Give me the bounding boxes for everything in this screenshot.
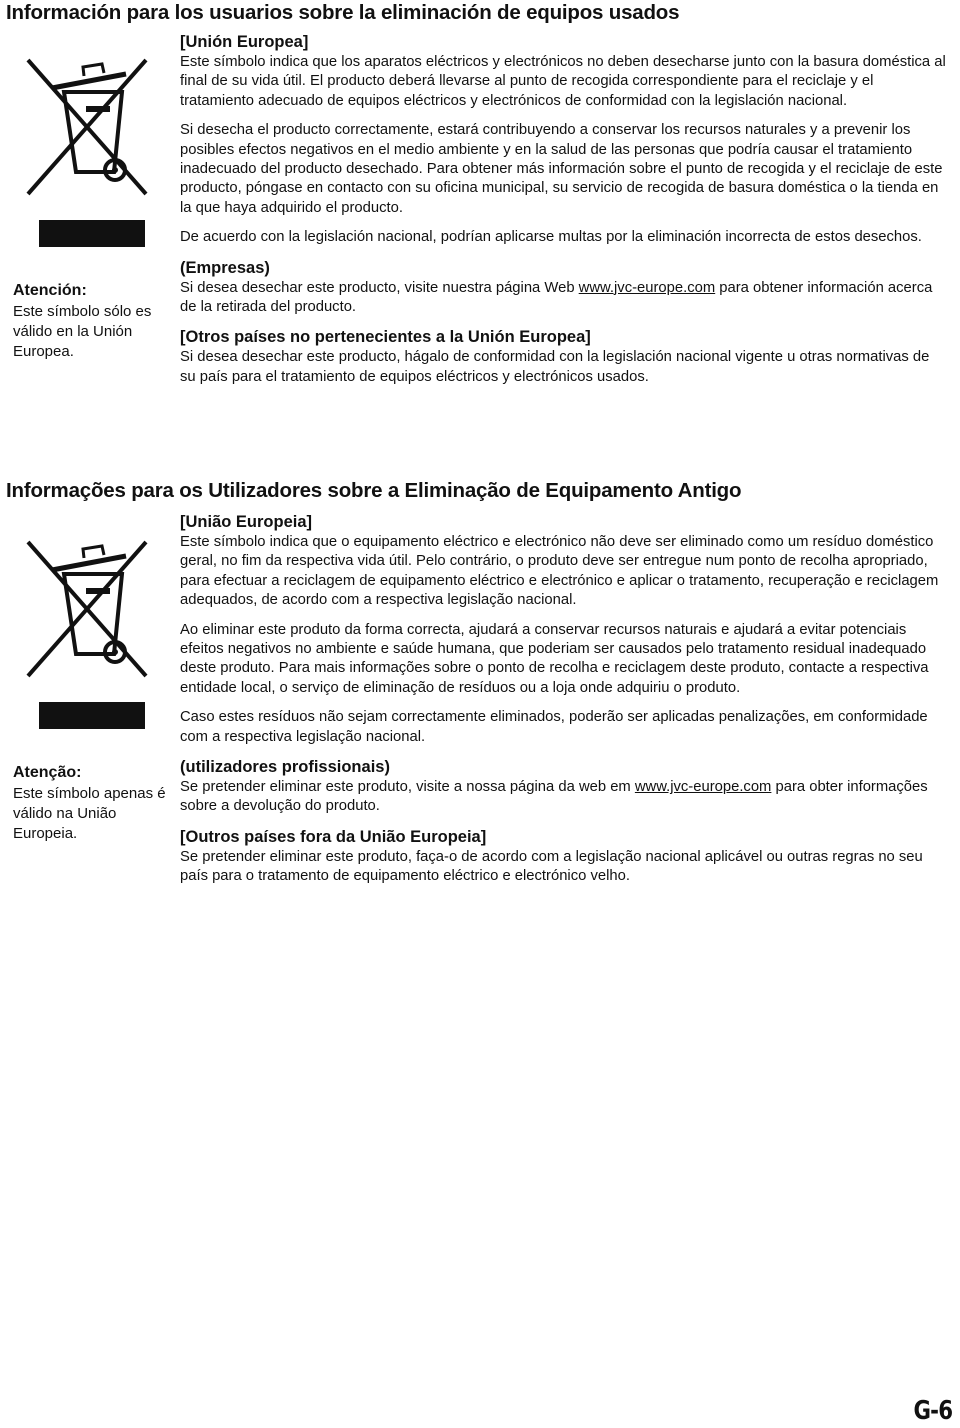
jvc-europe-link[interactable]: www.jvc-europe.com xyxy=(634,779,772,796)
section-body xyxy=(180,32,948,397)
symbol-bar xyxy=(39,220,145,247)
symbol-bar xyxy=(39,702,145,729)
caution-text: Este símbolo apenas é válido na União Europeia. xyxy=(13,785,166,842)
business-text-before: Se pretender eliminar este produto, visite a nossa página da web em xyxy=(180,779,635,796)
business-paragraph xyxy=(180,279,948,318)
business-text-after: para obter informações sobre a devolução do produto. xyxy=(180,779,928,815)
eu-heading: [União Europeia] xyxy=(180,513,313,531)
eu-paragraph-2: Si desecha el producto correctamente, estará contribuyendo a conservar los recursos naturales y a prevenir los posibles efectos negativos en el medio ambiente y en la salud de las personas que podría causar el tratamiento inadecuado del producto desechado. Para obtener más información sobre el punto de recogida y el reciclaje de este producto, póngase en contacto con su oficina municipal, su servicio de recogida de basura doméstica o la tienda en la que haya adquirido el producto. xyxy=(180,122,943,216)
eu-paragraph-1: Este símbolo indica que o equipamento eléctrico e electrónico não deve ser eliminado como um resíduo doméstico geral, no fim da respectiva vida útil. Pelo contrário, o produto deve ser entregue num ponto de recolha apropriado, para efectuar a reciclagem de equipamento eléctrico e electrónico e aplicar o tratamento, recuperação e reciclagem adequados, de acordo com a respectiva legislação nacional. xyxy=(180,534,939,609)
eu-paragraph-1: Este símbolo indica que los aparatos eléctricos y electrónicos no deben desecharse junto con la basura doméstica al final de su vida útil. El producto deberá llevarse al punto de recogida correspondiente para el reciclaje y el tratamiento adecuado de equipos eléctricos y electrónicos de conformidad con la legislación nacional. xyxy=(180,54,946,109)
other-countries-paragraph: Se pretender eliminar este produto, faça-o de acordo com a legislação nacional aplicável ou outras regras no seu país para o tratamento de equipamento eléctrico e electrónico velho. xyxy=(180,848,923,885)
eu-paragraph-3: Caso estes resíduos não sejam correctamente eliminados, poderão ser aplicadas penalizações, em conformidade com a respectiva legislação nacional. xyxy=(180,709,928,745)
business-paragraph xyxy=(180,778,948,817)
other-countries-heading: [Otros países no pertenecientes a la Unión Europea] xyxy=(180,328,591,347)
business-heading: (utilizadores profissionais) xyxy=(180,758,390,777)
eu-paragraph-2: Ao eliminar este produto da forma correcta, ajudará a conservar recursos naturais e ajudará a evitar potenciais efeitos negativos no ambiente e saúde humana, que poderiam ser causados pelo tratamento residual inadequado deste produto. Para mais informações sobre o ponto de recolha e reciclagem deste produto, contacte a respectiva entidade local, o serviço de eliminação de resíduos ou a loja onde adquiriu o produto. xyxy=(180,621,929,696)
weee-bin-icon xyxy=(22,534,152,684)
other-countries-heading: [Outros países fora da União Europeia] xyxy=(180,827,487,846)
caution-note xyxy=(13,762,173,844)
caution-heading: Atenção: xyxy=(13,764,82,781)
section-portuguese xyxy=(0,478,960,958)
eu-heading: [Unión Europea] xyxy=(180,33,309,51)
page-number: G-6 xyxy=(913,1396,952,1426)
caution-note xyxy=(13,280,173,362)
weee-bin-icon xyxy=(22,52,152,202)
section-title: Informações para os Utilizadores sobre a Eliminação de Equipamento Antigo xyxy=(6,479,742,502)
other-countries-paragraph: Si desea desechar este producto, hágalo de conformidad con la legislación nacional vigente u otras normativas de su país para el tratamiento de equipos eléctricos y electrónicos usados. xyxy=(180,349,930,385)
section-spanish xyxy=(0,0,960,450)
business-heading: (Empresas) xyxy=(180,258,270,277)
business-text-before: Si desea desechar este producto, visite nuestra página Web xyxy=(180,279,579,296)
section-title: Información para los usuarios sobre la eliminación de equipos usados xyxy=(6,1,680,24)
eu-paragraph-3: De acuerdo con la legislación nacional, podrían aplicarse multas por la eliminación incorrecta de estos desechos. xyxy=(180,229,922,246)
caution-text: Este símbolo sólo es válido en la Unión Europea. xyxy=(13,303,152,360)
caution-heading: Atención: xyxy=(13,282,87,299)
section-body xyxy=(180,512,948,897)
business-text-after: para obtener información acerca de la retirada del producto. xyxy=(180,279,933,316)
jvc-europe-link[interactable]: www.jvc-europe.com xyxy=(578,279,716,296)
